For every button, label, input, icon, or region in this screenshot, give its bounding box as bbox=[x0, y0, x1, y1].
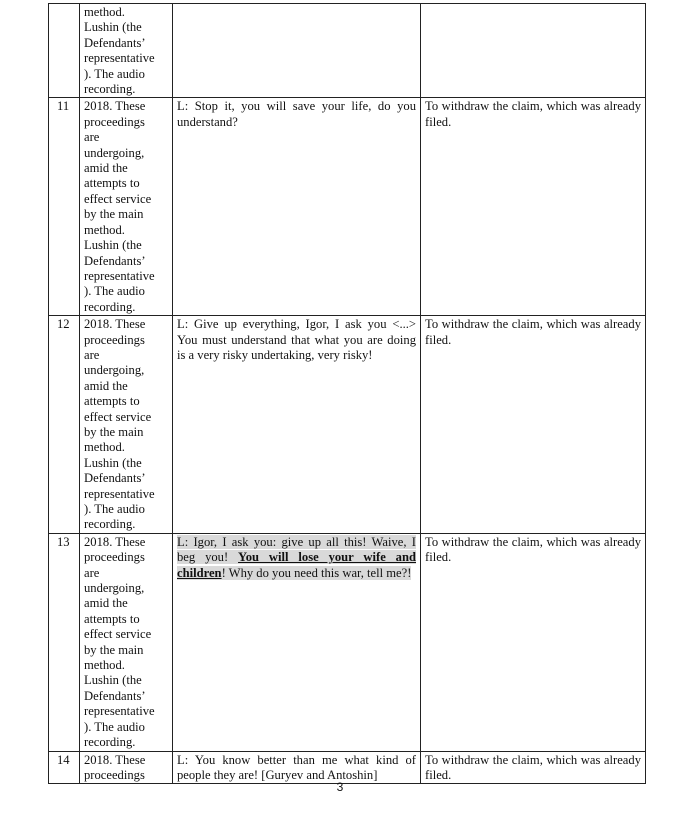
row-dialogue: L: Give up everything, Igor, I ask you <...> You must understand that what you are doing is a very risky undertaking, very risky! bbox=[173, 316, 421, 534]
row-number: 14 bbox=[49, 751, 80, 784]
page-number: 3 bbox=[336, 780, 344, 794]
dialogue-text: ! Why do you need this war, tell me?! bbox=[221, 565, 412, 580]
row-context: 2018. These proceedings are undergoing, amid the attempts to effect service by the main method. Lushin (the Defendants’ representative ). The audio recording. bbox=[80, 316, 173, 534]
row-context: 2018. These proceedings are undergoing, amid the attempts to effect service by the main method. Lushin (the Defendants’ representative ). The audio recording. bbox=[80, 533, 173, 751]
dialogue-highlight bbox=[177, 535, 416, 580]
row-dialogue bbox=[173, 4, 421, 98]
row-meaning: To withdraw the claim, which was already filed. bbox=[421, 98, 646, 316]
row-dialogue: L: Stop it, you will save your life, do you understand? bbox=[173, 98, 421, 316]
row-meaning: To withdraw the claim, which was already filed. bbox=[421, 533, 646, 751]
table-row bbox=[49, 4, 646, 98]
row-number: 13 bbox=[49, 533, 80, 751]
row-number: 11 bbox=[49, 98, 80, 316]
table-row bbox=[49, 533, 646, 751]
row-context: 2018. These proceedings are undergoing, amid the attempts to effect service by the main method. Lushin (the Defendants’ representative ). The audio recording. bbox=[80, 98, 173, 316]
row-dialogue: L: You know better than me what kind of people they are! [Guryev and Antoshin] bbox=[173, 751, 421, 784]
row-context: method. Lushin (the Defendants’ representative ). The audio recording. bbox=[80, 4, 173, 98]
row-dialogue bbox=[173, 533, 421, 751]
row-number bbox=[49, 4, 80, 98]
transcript-table bbox=[48, 3, 646, 784]
row-number: 12 bbox=[49, 316, 80, 534]
row-meaning bbox=[421, 4, 646, 98]
table-row bbox=[49, 751, 646, 784]
table-row bbox=[49, 316, 646, 534]
row-context: 2018. These proceedings bbox=[80, 751, 173, 784]
row-meaning: To withdraw the claim, which was already filed. bbox=[421, 751, 646, 784]
table-row bbox=[49, 98, 646, 316]
dialogue-text: L: Igor, I ask you: give up all this! Waive, I beg you! bbox=[177, 534, 416, 565]
emphasized-threat: You will lose your wife and children bbox=[177, 550, 416, 580]
row-meaning: To withdraw the claim, which was already filed. bbox=[421, 316, 646, 534]
